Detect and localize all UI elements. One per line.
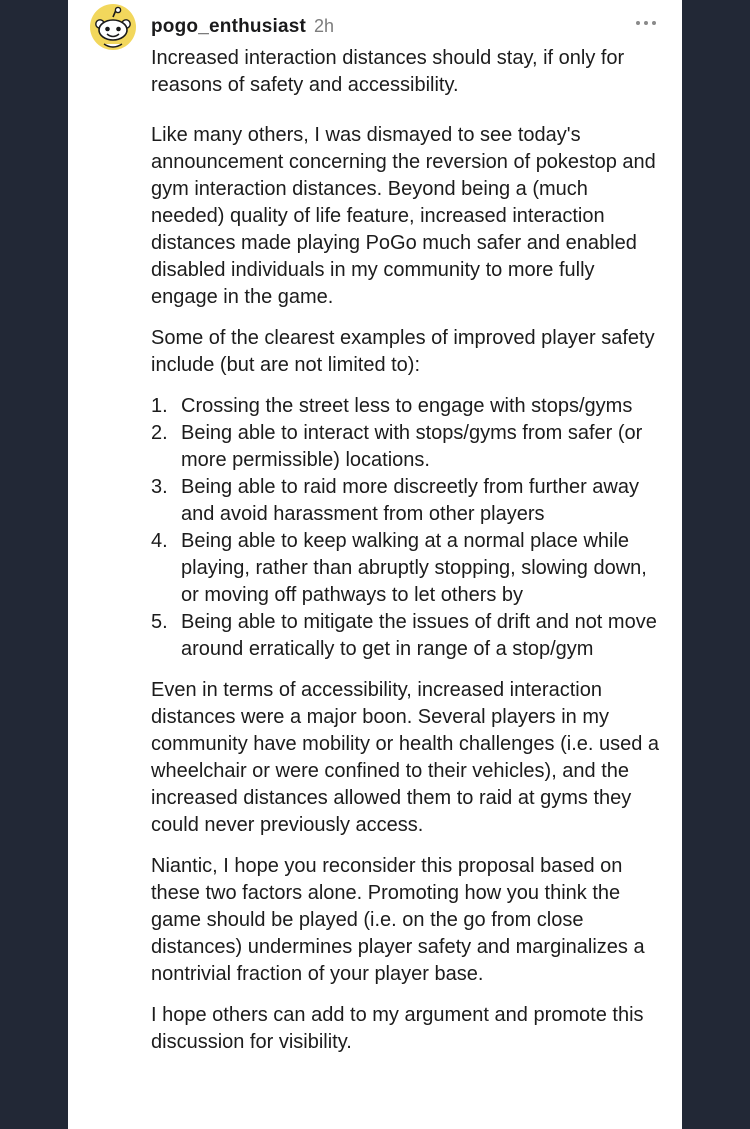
list-item-number: 4. [151,530,168,552]
list-item-number: 3. [151,476,168,498]
list-item-text: Crossing the street less to engage with stops/gyms [181,395,633,417]
list-item-number: 5. [151,611,168,633]
list-item-text: Being able to raid more discreetly from further away and avoid harassment from other players [181,476,639,525]
post-paragraph: Some of the clearest examples of improved player safety include (but are not limited to): [151,327,655,376]
post-title: Increased interaction distances should stay, if only for reasons of safety and accessibility. [151,47,625,96]
safety-examples-list [151,393,666,663]
post-body [151,45,666,1070]
list-item-text: Being able to interact with stops/gyms from safer (or more permissible) locations. [181,422,643,471]
post-timestamp: 2h [314,16,335,36]
list-item [151,474,666,528]
more-options-icon[interactable] [634,18,658,28]
list-item-number: 2. [151,422,168,444]
author-username[interactable]: pogo_enthusiast [151,16,307,37]
list-item [151,420,666,474]
list-item [151,609,666,663]
list-item-text: Being able to keep walking at a normal place while playing, rather than abruptly stopping, slowing down, or moving off pathways to let others by [181,530,647,606]
list-item-text: Being able to mitigate the issues of drift and not move around erratically to get in range of a stop/gym [181,611,657,660]
list-item-number: 1. [151,395,168,417]
post-paragraph: I hope others can add to my argument and promote this discussion for visibility. [151,1004,644,1053]
post-paragraph: Niantic, I hope you reconsider this proposal based on these two factors alone. Promoting how you think the game should be played (i.e. on the go from close distances) undermines player safety and marginalizes a nontrivial fraction of your player base. [151,855,645,985]
post-paragraph: Even in terms of accessibility, increased interaction distances were a major boon. Several players in my community have mobility or health challenges (i.e. used a wheelchair or were confined to their vehicles), and the increased distances allowed them to raid at gyms they could never previously access. [151,679,660,836]
list-item [151,528,666,609]
post-card [68,0,682,1129]
list-item [151,393,666,420]
post-paragraph: Like many others, I was dismayed to see today's announcement concerning the reversion of pokestop and gym interaction distances. Beyond being a (much needed) quality of life feature, increased interaction distances made playing PoGo much safer and enabled disabled individuals in my community to more fully engage in the game. [151,124,656,308]
snoo-avatar-icon[interactable] [90,4,136,50]
